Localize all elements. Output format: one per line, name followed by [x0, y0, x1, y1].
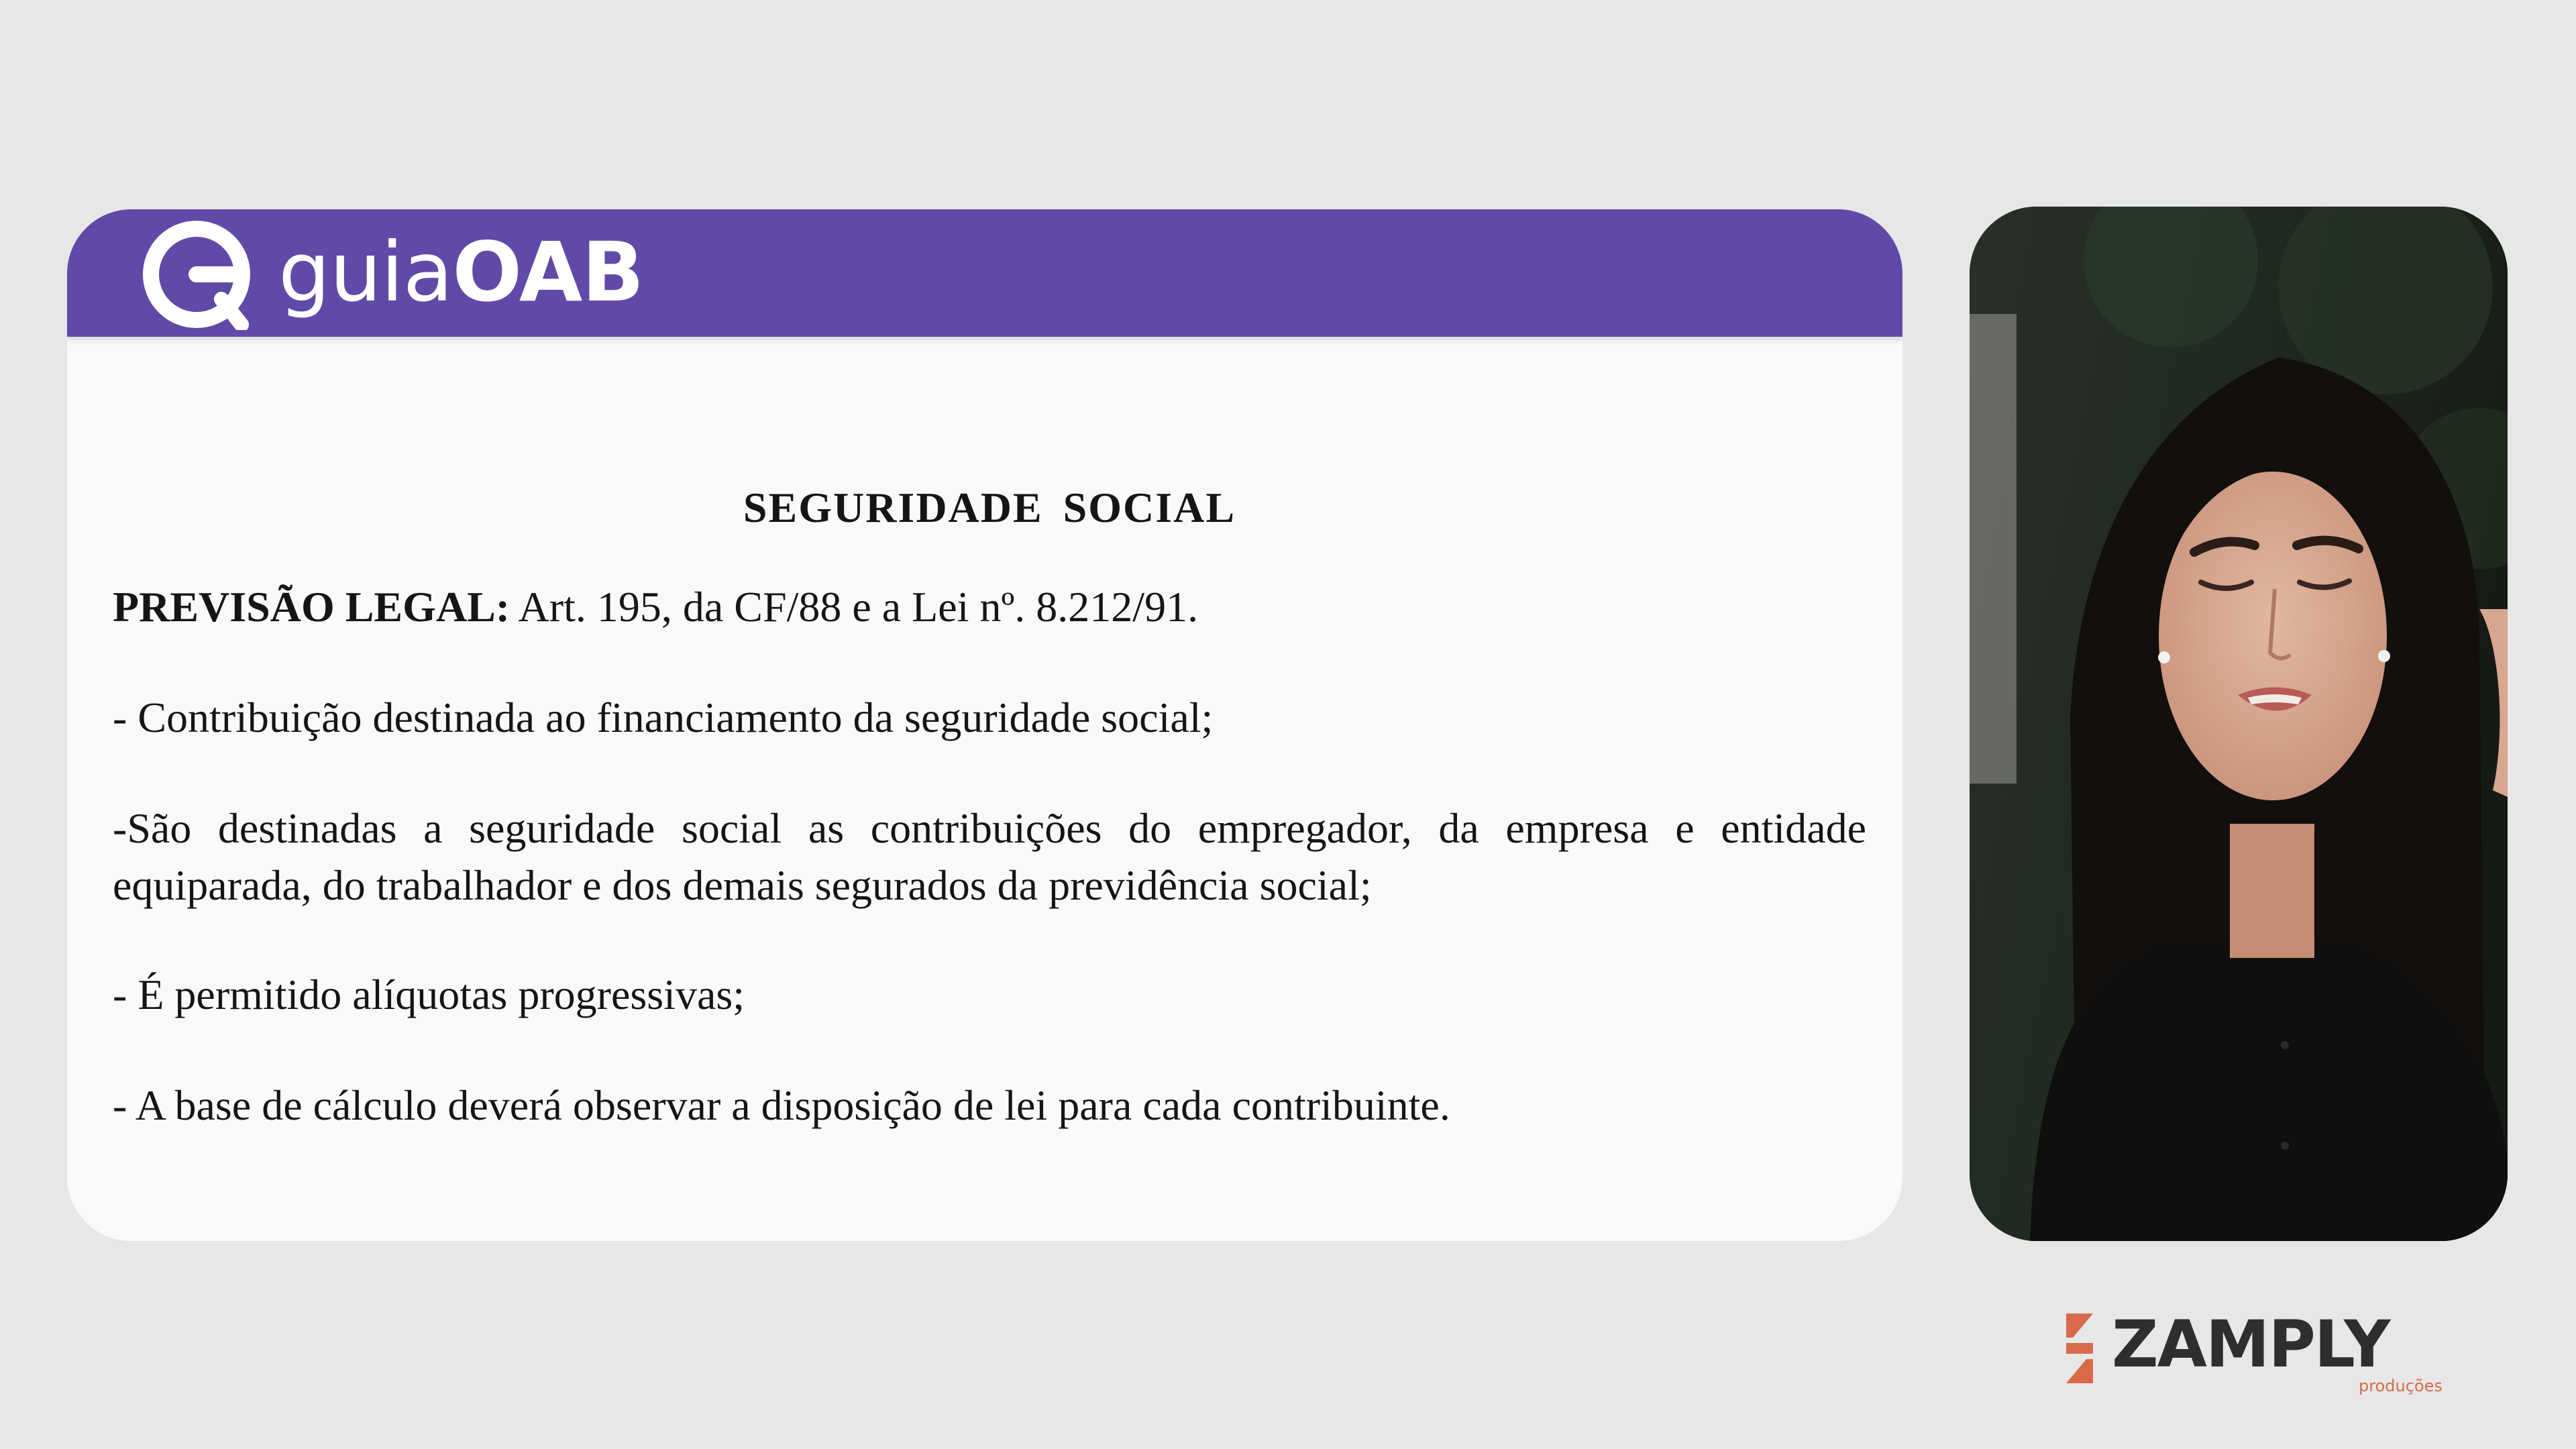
zamply-mark-icon	[2063, 1313, 2096, 1383]
legal-provision-label: PREVISÃO LEGAL:	[113, 583, 511, 631]
legal-provision-text: Art. 195, da CF/88 e a Lei nº. 8.212/91.	[510, 583, 1199, 631]
presenter-illustration	[1970, 207, 2508, 1241]
logo-text-bold: OAB	[452, 225, 644, 320]
presenter-video	[1970, 207, 2508, 1241]
bullet-item: - É permitido alíquotas progressivas;	[113, 971, 745, 1018]
guiaoab-logo-text	[278, 225, 643, 319]
document-title: SEGURIDADE SOCIAL	[743, 484, 1236, 531]
zamply-logo	[2063, 1308, 2453, 1395]
slide-header	[67, 209, 1902, 337]
guiaoab-g-icon	[141, 219, 252, 330]
bullet-item: - A base de cálculo deverá observar a disposição de lei para cada contribuinte.	[113, 1081, 1450, 1129]
brand-subtitle: produções	[2359, 1377, 2443, 1395]
bullet-item: - Contribuição destinada ao financiamento da seguridade social;	[113, 694, 1214, 741]
bullet-item: -São destinadas a seguridade social as contribuições do empregador, da empresa e entidade equiparada, do trabalhador e dos demais segurados da previdência social;	[113, 804, 1866, 909]
logo-text-light: guia	[278, 225, 453, 320]
legal-provision	[113, 578, 1866, 635]
document-content	[113, 478, 1866, 1129]
brand-name: ZAMPLY	[2112, 1307, 2390, 1382]
slide-card	[67, 209, 1902, 1241]
